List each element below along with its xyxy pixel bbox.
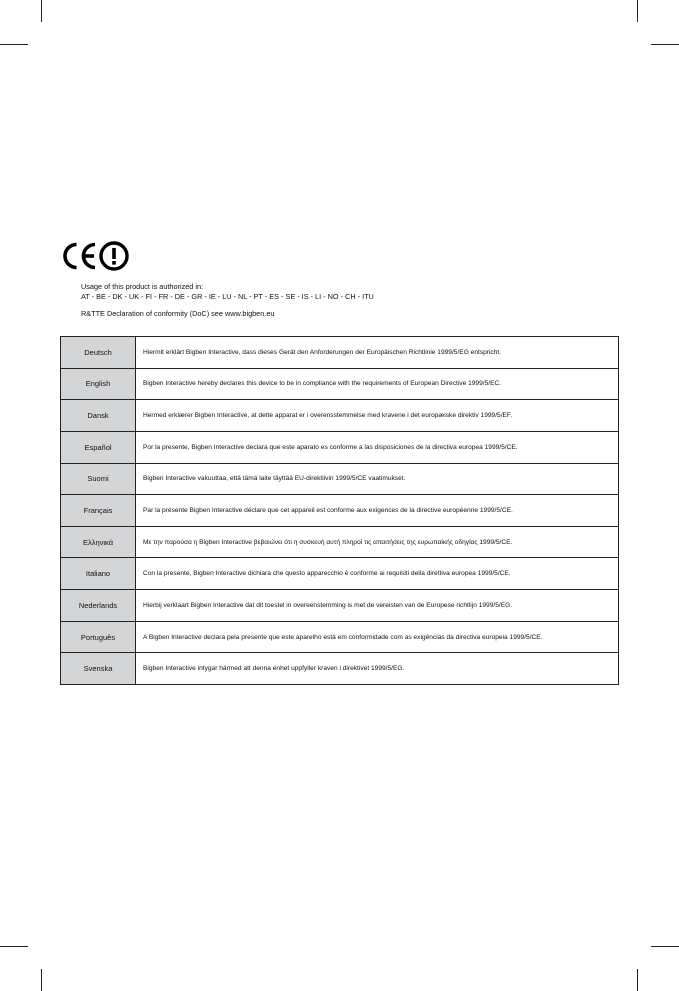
- language-cell: Suomi: [61, 464, 136, 495]
- language-cell: English: [61, 369, 136, 400]
- conformity-table: [60, 336, 619, 685]
- declaration-text: A Bigben Interactive declara pela presente que este aparelho está em conformidade com as exigências da directiva europeia 1999/5/CE.: [143, 633, 543, 641]
- compliance-logos: [60, 240, 130, 272]
- table-row-svenska: [61, 653, 618, 684]
- language-cell: Français: [61, 495, 136, 526]
- language-cell: Deutsch: [61, 337, 136, 368]
- language-cell: Nederlands: [61, 590, 136, 621]
- table-row-italiano: [61, 558, 618, 590]
- crop-mark-top-left-horizontal: [0, 44, 28, 45]
- declaration-text: Hierbij verklaart Bigben Interactive dat dit toestel in overeenstemming is met de vereisten van de Europese richtlijn 1999/5/EG.: [143, 601, 513, 609]
- language-cell: Ελληνικά: [61, 527, 136, 558]
- crop-mark-top-left: [41, 0, 42, 22]
- crop-mark-bottom-left: [41, 969, 42, 991]
- declaration-text: Bigben Interactive hereby declares this device to be in compliance with the requirements of European Directive 1999/5/EC.: [143, 380, 502, 388]
- language-cell: Português: [61, 622, 136, 653]
- declaration-text: Με την παρούσα η Bigben Interactive βεβαιώνει ότι η συσκευή αυτή πληροί τις απαιτήσεις της ευρωπαϊκής οδηγίας 1999/5/CE.: [143, 538, 513, 546]
- table-row-espanol: [61, 432, 618, 464]
- language-cell: Español: [61, 432, 136, 463]
- crop-mark-top-right: [637, 0, 638, 22]
- declaration-text: Bigben Interactive intygar härmed att denna enhet uppfyller kraven i direktivet 1999/5/EG.: [143, 665, 405, 673]
- table-row-deutsch: [61, 337, 618, 369]
- language-cell: Italiano: [61, 558, 136, 589]
- table-row-francais: [61, 495, 618, 527]
- crop-mark-top-right-horizontal: [651, 44, 679, 45]
- table-row-ellinika: [61, 527, 618, 559]
- declaration-text: Bigben Interactive vakuuttaa, että tämä laite täyttää EU-direktiivin 1999/5/CE vaatimukset.: [143, 475, 406, 483]
- language-cell: Dansk: [61, 400, 136, 431]
- table-row-english: [61, 369, 618, 401]
- crop-mark-bottom-left-horizontal: [0, 946, 28, 947]
- table-row-portugues: [61, 622, 618, 654]
- ce-mark-icon: [65, 245, 95, 268]
- class2-alert-icon: [101, 243, 127, 269]
- authorized-countries: AT - BE - DK - UK - FI - FR - DE - GR - IE - LU - NL - PT - ES - SE - IS - LI - NO - CH - ITU: [81, 292, 374, 301]
- table-row-suomi: [61, 464, 618, 496]
- language-cell: Svenska: [61, 653, 136, 684]
- declaration-text: Par la présente Bigben Interactive déclare que cet appareil est conforme aux exigences de la directive européenne 1999/5/CE.: [143, 507, 513, 515]
- declaration-text: Por la presente, Bigben Interactive declara que este aparato es conforme a las disposiciones de la directiva europea 1999/5/CE.: [143, 443, 518, 451]
- declaration-text: Con la presente, Bigben Interactive dichiara che questo apparecchio è conforme ai requisiti della direttiva europea 1999/5/CE.: [143, 570, 511, 578]
- table-row-dansk: [61, 400, 618, 432]
- table-row-nederlands: [61, 590, 618, 622]
- crop-mark-bottom-right-horizontal: [651, 946, 679, 947]
- authorization-intro: Usage of this product is authorized in:: [81, 282, 204, 291]
- declaration-text: Hiermit erklärt Bigben Interactive, dass dieses Gerät den Anforderungen der Europäischen Richtlinie 1999/5/EG entspricht.: [143, 348, 502, 356]
- doc-reference: R&TTE Declaration of conformity (DoC) see www.bigben.eu: [81, 309, 275, 318]
- crop-mark-bottom-right: [637, 969, 638, 991]
- declaration-text: Hermed erklærer Bigben Interactive, at dette apparat er i overensstemmelse med kravene i det europæiske direktiv 1999/5/EF.: [143, 412, 513, 420]
